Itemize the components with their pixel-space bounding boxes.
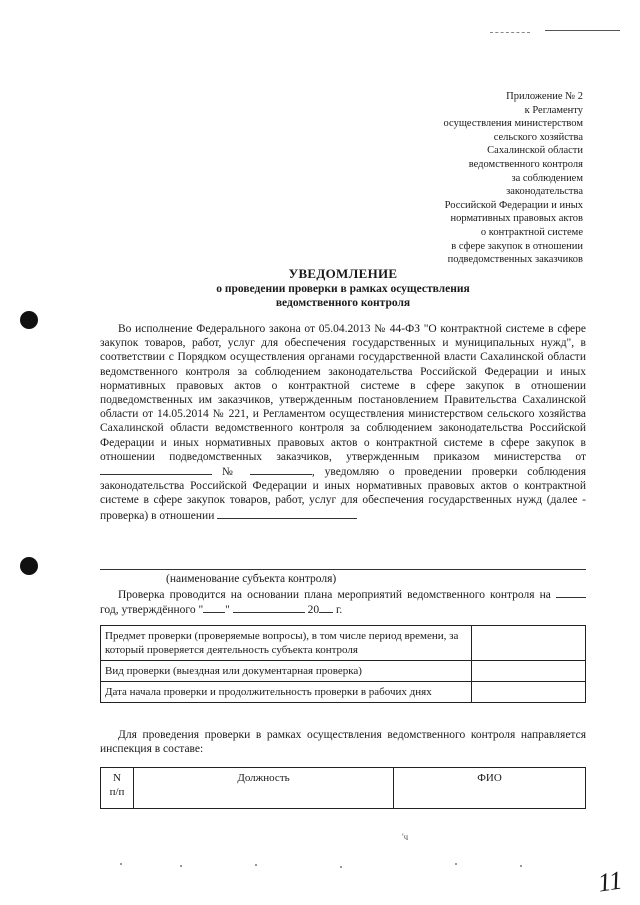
annex-line: Российской Федерации и иных <box>444 199 583 211</box>
day-blank <box>203 602 225 613</box>
annex-line: о контрактной системе <box>480 226 583 238</box>
scan-speck <box>455 863 457 865</box>
year-blank <box>556 587 586 598</box>
column-header-pp: п/п <box>109 786 125 798</box>
subject-blank <box>217 508 357 519</box>
inspection-info-table <box>100 625 586 703</box>
table-row <box>101 661 586 682</box>
date-blank <box>100 464 212 475</box>
plan-paragraph <box>100 587 586 617</box>
punch-hole <box>20 557 38 575</box>
scan-speck <box>180 865 182 867</box>
annex-line: сельского хозяйства <box>493 131 583 143</box>
table-cell-label: Дата начала проверки и продолжительность проверки в рабочих днях <box>101 682 472 703</box>
plan-text: 20 <box>307 604 320 617</box>
year-suffix-blank <box>319 602 333 613</box>
annex-line: Приложение № 2 <box>506 91 583 102</box>
column-header-number <box>101 768 134 809</box>
annex-header <box>383 90 583 267</box>
scan-speck <box>520 865 522 867</box>
month-blank <box>233 602 305 613</box>
paragraph-text: уведомляю о проведении проверки соблюдения законодательства Российской Федерации и иных нормативных правовых актов о контрактной системе в сфере закупок товаров, работ, услуг для обеспечения государственных нужд (далее - проверка) в отношении <box>100 466 587 522</box>
margin-mark: 'ч <box>402 832 409 842</box>
scan-speck <box>255 864 257 866</box>
main-paragraph: Во исполнение Федерального закона от 05.04.2013 № 44-ФЗ "О контрактной системе в сфере закупок товаров, работ, услуг для обеспечения государственных и муниципальных нужд", в соответствии с Порядком осуществления органами государственной власти Сахалинской области ведомственного контроля за соблюдением законодательства Российской Федерации и иных нормативных правовых актов о контрактной системе в сфере закупок в отношении подведомственных им заказчиков, утвержденным постановлением Правительства Сахалинской области от 14.05.2014 № 221, и Регламентом осуществления министерством сельского хозяйства Сахалинской области ведомственного контроля за соблюдением законодательства Российской Федерации и иных нормативных правовых актов о контрактной системе в сфере закупок в отношении подведомственных заказчиков, утвержденным приказом министерства от № , уведомляю о проведении проверки соблюдения законодательства Российской Федерации и иных нормативных правовых актов о контрактной системе в сфере закупок товаров, работ, услуг для обеспечения государственных нужд (далее - проверка) в отношении <box>100 323 587 522</box>
column-header-fio: ФИО <box>394 768 586 809</box>
top-edge-dashes <box>490 32 530 33</box>
table-cell-label: Вид проверки (выездная или документарная проверка) <box>101 661 472 682</box>
annex-line: подведомственных заказчиков <box>447 254 583 266</box>
column-header-position: Должность <box>134 768 394 809</box>
subject-caption: (наименование субъекта контроля) <box>166 573 337 585</box>
document-subtitle: ведомственного контроля <box>275 297 411 309</box>
annex-line: осуществления министерством <box>443 118 583 130</box>
plan-text: Проверка проводится на основании плана мероприятий ведомственного контроля на <box>118 589 551 601</box>
page-number: 11 <box>595 865 624 898</box>
annex-line: Сахалинской области <box>487 145 583 157</box>
plan-text: год, утверждённого " <box>100 604 204 617</box>
table-cell-label: Предмет проверки (проверяемые вопросы), в том числе период времени, за который проверяется деятельность субъекта контроля <box>101 626 472 661</box>
document-title: УВЕДОМЛЕНИЕ <box>288 266 398 281</box>
document-subtitle: о проведении проверки в рамках осуществления <box>216 283 470 295</box>
annex-line: законодательства <box>506 186 583 198</box>
table-row <box>101 682 586 703</box>
number-sign: № <box>221 466 240 479</box>
plan-text: " <box>225 604 230 617</box>
scan-speck <box>120 863 122 865</box>
column-header-n: N <box>113 772 121 784</box>
subject-line <box>100 569 586 570</box>
top-edge-line <box>545 30 620 31</box>
annex-line: к Регламенту <box>524 104 583 116</box>
plan-text: г. <box>335 604 343 617</box>
inspection-team-table <box>100 767 586 809</box>
paragraph-text: Во исполнение Федерального закона от 05.04.2013 № 44-ФЗ "О контрактной системе в сфере закупок товаров, работ, услуг для обеспечения государственных и муниципальных нужд", в соответствии с Порядком осуществления органами государственной власти Сахалинской области ведомственного контроля за соблюдением законодательства Российской Федерации и иных нормативных правовых актов о контрактной системе в сфере закупок в отношении подведомственных им заказчиков, утвержденным постановлением Правительства Сахалинской области от 14.05.2014 № 221, и Регламентом осуществления министерством сельского хозяйства Сахалинской области ведомственного контроля за соблюдением законодательства Российской Федерации и иных нормативных правовых актов о контрактной системе в сфере закупок в отношении подведомственных заказчиков, утвержденным приказом министерства от <box>100 323 586 463</box>
table-row <box>101 626 586 661</box>
annex-line: за соблюдением <box>511 172 583 184</box>
inspection-text: Для проведения проверки в рамках осуществления ведомственного контроля направляется инспекция в составе: <box>100 729 586 756</box>
number-blank <box>250 464 312 475</box>
annex-line: в сфере закупок в отношении <box>451 240 583 252</box>
table-cell-value[interactable] <box>472 626 586 661</box>
punch-hole <box>20 311 38 329</box>
table-cell-value[interactable] <box>472 682 586 703</box>
annex-line: нормативных правовых актов <box>450 213 583 225</box>
table-header-row <box>101 768 586 809</box>
inspection-paragraph <box>100 728 586 756</box>
table-cell-value[interactable] <box>472 661 586 682</box>
scan-speck <box>340 866 342 868</box>
annex-line: ведомственного контроля <box>468 158 583 170</box>
